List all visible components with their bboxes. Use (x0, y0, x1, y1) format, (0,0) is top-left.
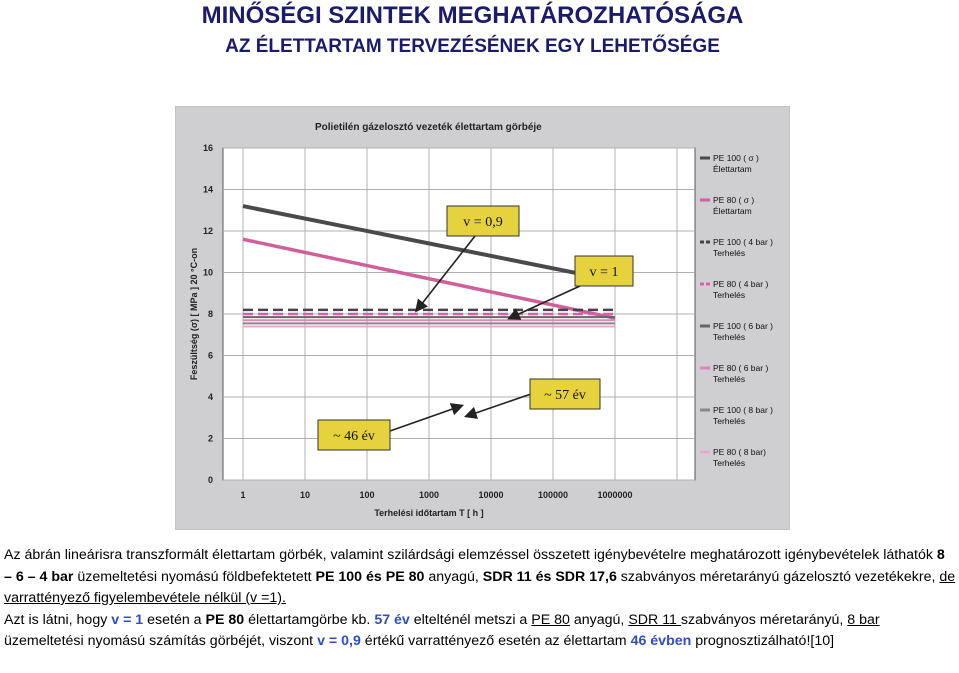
annotation-label: v = 1 (589, 265, 619, 280)
legend-sublabel: Terhelés (713, 332, 746, 342)
text-run: 46 évben (630, 633, 692, 649)
description-text (4, 545, 956, 653)
legend-label: PE 100 ( 8 bar ) (713, 405, 774, 415)
page-subtitle: AZ ÉLETTARTAM TERVEZÉSÉNEK EGY LEHETŐSÉGE (225, 36, 720, 57)
y-tick-label: 16 (202, 143, 213, 153)
text-run: élettartamgörbe kb. (244, 611, 375, 628)
page-title: MINŐSÉGI SZINTEK MEGHATÁROZHATÓSÁGA (201, 2, 744, 29)
legend-sublabel: Élettartam (713, 164, 752, 174)
text-run: szabványos méretarányú gázelosztó vezetékekre, (616, 568, 940, 585)
text-run: v = 0,9 (317, 633, 361, 649)
annotation-label: ~ 46 év (333, 429, 375, 444)
x-tick-label: 1000000 (597, 490, 633, 500)
y-tick-label: 4 (207, 392, 213, 402)
x-tick-label: 10 (299, 490, 311, 500)
legend-label: PE 80 ( 6 bar ) (713, 363, 769, 373)
legend-sublabel: Terhelés (713, 458, 746, 468)
text-run: PE 80 (531, 611, 570, 628)
x-tick-label: 1000 (418, 490, 440, 500)
x-tick-label: 1 (240, 490, 246, 500)
legend-label: PE 80 ( σ ) (713, 195, 755, 205)
text-run: de varrattényező figyelembevétele nélkül (v =1). (4, 568, 956, 606)
y-tick-label: 0 (207, 475, 213, 485)
paragraph-2 (4, 610, 956, 653)
y-tick-label: 8 (207, 309, 213, 319)
text-run: Azt is látni, hogy (4, 611, 112, 628)
text-run: anyagú, (569, 611, 629, 628)
y-tick-label: 12 (202, 226, 213, 236)
y-tick-label: 6 (207, 350, 213, 361)
paragraph-1 (4, 545, 956, 610)
text-run: 8 bar (847, 611, 880, 628)
text-run: SDR 11 (628, 611, 681, 628)
y-tick-label: 10 (202, 267, 213, 278)
text-run: prognosztizálható![10] (691, 633, 835, 649)
legend-label: PE 100 ( σ ) (713, 153, 759, 163)
y-axis-label: Feszültség (σ) [ MPa ] 20 °C-on (189, 247, 199, 381)
x-axis-label: Terhelési időtartam T [ h ] (374, 508, 484, 518)
text-run: üzemeltetési nyomású számítás görbéjét, viszont (4, 633, 318, 649)
x-tick-label: 10000 (478, 490, 504, 500)
text-run: PE 80 (205, 611, 245, 628)
annotation-label: ~ 57 év (544, 388, 586, 403)
text-run: eltelténél metszi a (409, 611, 532, 628)
text-run: SDR 11 és SDR 17,6 (482, 568, 617, 585)
legend-sublabel: Terhelés (713, 374, 746, 384)
x-tick-label: 100000 (537, 490, 569, 500)
annotation-label: v = 0,9 (463, 215, 503, 230)
plot-area (189, 143, 695, 518)
legend-sublabel: Terhelés (713, 248, 746, 258)
y-tick-label: 14 (202, 184, 213, 195)
text-run: szabványos méretarányú, (680, 611, 848, 628)
text-run: esetén a (143, 611, 206, 628)
legend-label: PE 100 ( 4 bar ) (713, 237, 774, 247)
x-tick-label: 100 (359, 490, 375, 500)
legend-label: PE 80 ( 4 bar ) (713, 279, 769, 289)
text-run: anyagú, (424, 568, 483, 585)
text-run: Az ábrán lineárisra transzformált élettartam görbék, valamint szilárdsági elemzéssel összetett igénybevételre meghatározott igénybevételek láthatók (4, 547, 937, 563)
legend-label: PE 80 ( 8 bar) (713, 447, 766, 457)
text-run: 8 – 6 – 4 bar (4, 547, 945, 585)
text-run: PE 100 és PE 80 (315, 568, 425, 585)
text-run: 57 év (374, 611, 410, 628)
text-run: v = 1 (111, 611, 144, 628)
legend-sublabel: Élettartam (713, 206, 752, 216)
y-tick-label: 2 (207, 433, 213, 444)
text-run: üzemeltetési nyomású földbefektetett (73, 568, 316, 585)
legend-label: PE 100 ( 6 bar ) (713, 321, 774, 331)
chart-figure (175, 106, 790, 530)
legend-sublabel: Terhelés (713, 416, 746, 426)
text-run: értékű varrattényező esetén az élettartam (360, 633, 631, 649)
legend-sublabel: Terhelés (713, 290, 746, 300)
chart-title: Polietilén gázelosztó vezeték élettartam görbéje (315, 122, 542, 133)
